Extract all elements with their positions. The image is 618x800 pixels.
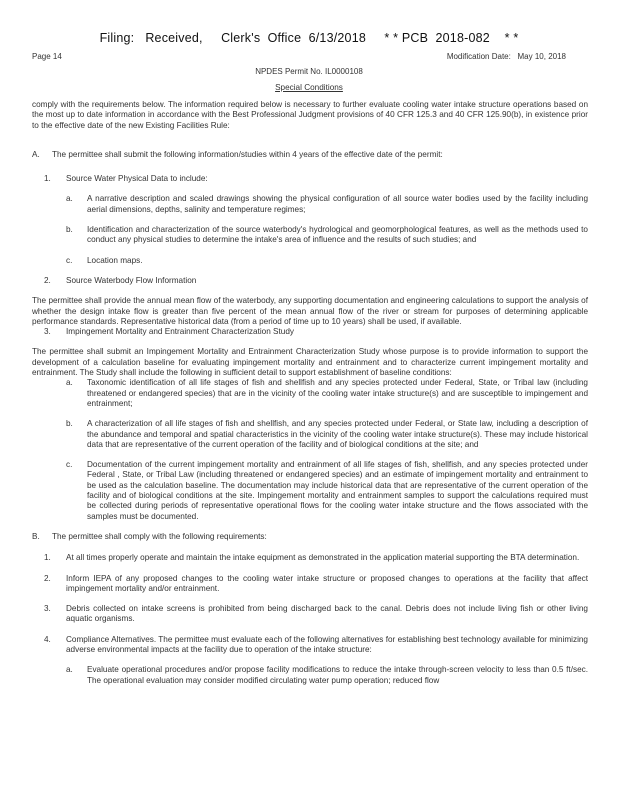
section-b-text: The permittee shall comply with the following requirements: <box>52 531 267 541</box>
filing-stamp: Filing: Received, Clerk's Office 6/13/2018 * * PCB 2018-082 * * <box>99 31 519 45</box>
item-paragraph: The permittee shall provide the annual mean flow of the waterbody, any supporting documentation and engineering calculations to support the analysis of whether the design intake flow is greater than five percent of the mean annual flow of the river or stream for purposes of determining applicable performance standards. Representative historical data (from a period of time up to 10 years) shall be used, if available. <box>32 296 588 326</box>
sub-item <box>66 378 588 409</box>
item-text: At all times properly operate and maintain the intake equipment as demonstrated in the application material supporting the BTA determination. <box>66 553 580 563</box>
intro-paragraph: comply with the requirements below. The information required below is necessary to further evaluate cooling water intake structure operations based on the most up to date information in accordance with the Best Professional Judgment provisions of 40 CFR 125.3 and 40 CFR 125.90(b), in existence prior to the effective date of the new Existing Facilities Rule: <box>32 100 588 130</box>
permit-number: NPDES Permit No. IL0000108 <box>255 67 363 76</box>
item-text: Source Water Physical Data to include: <box>66 174 208 184</box>
sub-text: Evaluate operational procedures and/or propose facility modifications to reduce the intake through-screen velocity to less than 0.5 ft/sec. The operational evaluation may consider modified circulating water pump operation; reduced flow <box>87 665 588 685</box>
page-title: Special Conditions <box>275 83 343 92</box>
list-item <box>44 553 588 563</box>
item-label: 2. <box>44 573 51 583</box>
list-item <box>44 635 588 656</box>
item-label: 4. <box>44 634 51 644</box>
sub-label: a. <box>66 378 73 388</box>
item-label: 1. <box>44 553 51 563</box>
item-label: 1. <box>44 174 51 184</box>
sub-item <box>66 419 588 450</box>
sub-label: c. <box>66 255 73 265</box>
item-paragraph: The permittee shall submit an Impingement Mortality and Entrainment Characterization Study whose purpose is to provide information to support the development of a calculation baseline for evaluating impingement mortality and entrainment and to characterize current impingement mortality and entrainment. The Study shall include the following in sufficient detail to support establishment of baseline conditions: <box>32 347 588 378</box>
sub-text: Identification and characterization of the source waterbody's hydrological and geomorphological features, as well as the methods used to conduct any physical studies to determine the intake's area of influence and the results of such studies; and <box>87 225 588 245</box>
sub-label: c. <box>66 460 73 470</box>
section-a-label: A. <box>32 149 40 159</box>
document-body <box>32 100 588 696</box>
sub-text: A narrative description and scaled drawings showing the physical configuration of all source water bodies used by the facility including aerial dimensions, depths, salinity and temperature regimes; <box>87 194 588 214</box>
sub-text: Documentation of the current impingement mortality and entrainment of all life stages of fish, shellfish, and any species protected under Federal , State, or Tribal Law (including threatened or endangered species) and an estimate of impingement mortality and entrainment to be used as the calculation baseline. The documentation may include historical data that are representative of the current operation of the facility and of biological conditions at the site. Impingement mortality and entrainment samples to support the calculations required must be collected during periods of representative operational flows for the cooling water intake structure and the flows associated with the samples must be documented. <box>87 460 588 521</box>
sub-item <box>66 256 588 266</box>
item-label: 2. <box>44 275 51 285</box>
sub-label: a. <box>66 665 73 675</box>
section-a-heading <box>32 150 588 160</box>
sub-item <box>66 665 588 686</box>
list-item <box>44 604 588 625</box>
list-item <box>44 327 588 337</box>
list-item <box>44 174 588 184</box>
item-text: Impingement Mortality and Entrainment Characterization Study <box>66 327 294 337</box>
sub-text: A characterization of all life stages of fish and shellfish, and any species protected under Federal, or State law, including a description of the abundance and temporal and spatial characteristics in the vicinity of the cooling water intake structure(s). These may include historical data that are representative of the current operation of the facility and of biological conditions at the site; and <box>87 419 588 449</box>
item-text: Source Waterbody Flow Information <box>66 275 197 285</box>
item-text: Debris collected on intake screens is prohibited from being discharged back to the canal. Debris does not include living fish or other living aquatic organisms. <box>66 604 588 624</box>
page-number: Page 14 <box>32 52 62 61</box>
item-text: Compliance Alternatives. The permittee must evaluate each of the following alternatives for establishing best technology available for minimizing adverse environmental impacts at the facility due to operation of the intake structure: <box>66 634 588 654</box>
item-label: 3. <box>44 327 51 337</box>
list-item <box>44 574 588 595</box>
modification-date: Modification Date: May 10, 2018 <box>446 52 566 61</box>
sub-label: a. <box>66 194 73 204</box>
section-b-heading <box>32 532 588 542</box>
item-label: 3. <box>44 604 51 614</box>
item-text: Inform IEPA of any proposed changes to the cooling water intake structure or proposed changes to operations at the facility that affect impingement mortality and/or entrainment. <box>66 573 588 593</box>
sub-text: Location maps. <box>87 255 143 265</box>
sub-label: b. <box>66 225 73 235</box>
sub-label: b. <box>66 419 73 429</box>
sub-item <box>66 225 588 246</box>
list-item <box>44 276 588 286</box>
section-b-label: B. <box>32 531 40 541</box>
sub-item <box>66 460 588 522</box>
sub-text: Taxonomic identification of all life stages of fish and shellfish and any species protected under Federal, State, or Tribal law (including threatened or endangered species) that are in the vicinity of the cooling water intake structure(s) and are susceptible to impingement and entrainment; <box>87 378 588 408</box>
section-a-text: The permittee shall submit the following information/studies within 4 years of the effective date of the permit: <box>52 149 443 159</box>
sub-item <box>66 194 588 215</box>
